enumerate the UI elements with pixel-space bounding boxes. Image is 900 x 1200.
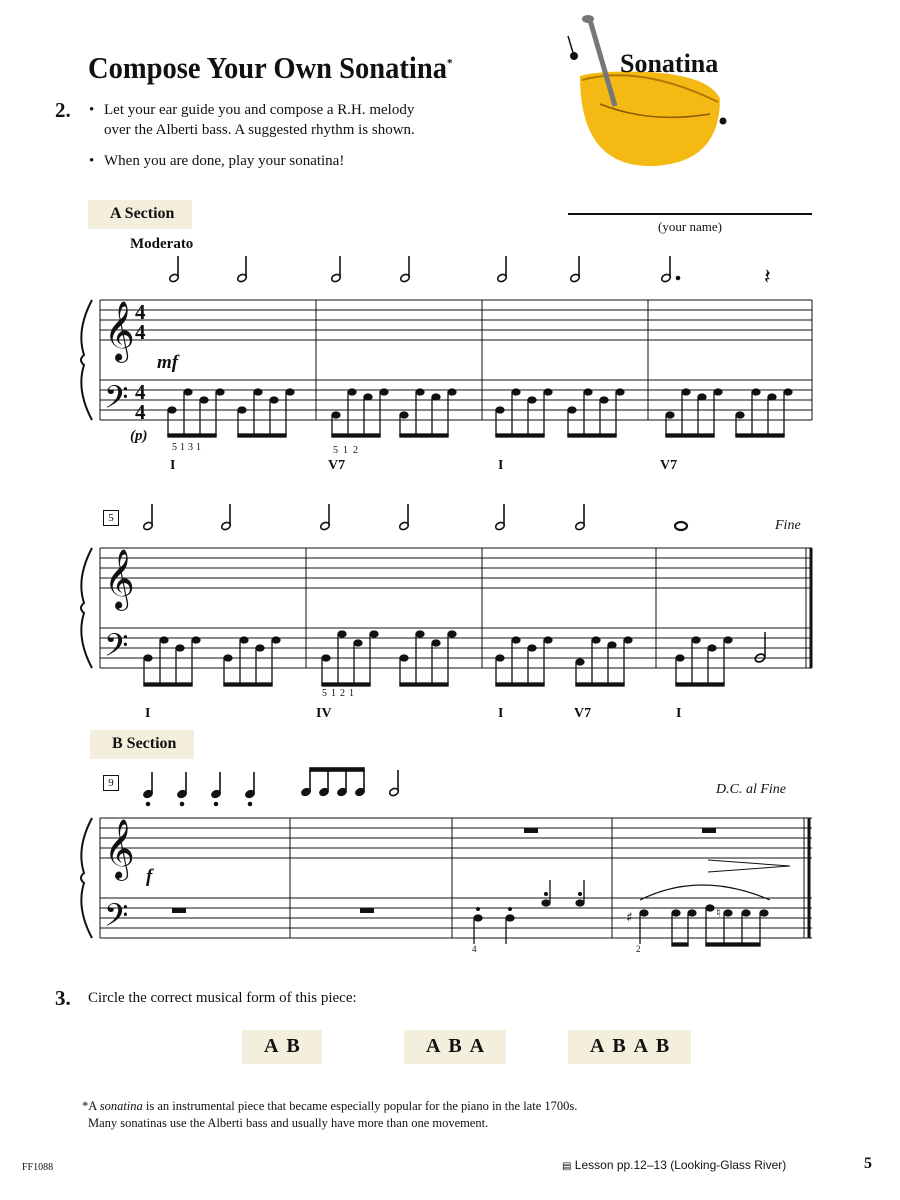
b-section-label: B Section bbox=[90, 730, 194, 759]
chord-symbol: I bbox=[498, 706, 504, 721]
fingering-m6: 5121 bbox=[322, 688, 358, 699]
half-note bbox=[320, 504, 331, 531]
alberti-group bbox=[224, 637, 280, 686]
lesson-reference: ▤ Lesson pp.12–13 (Looking-Glass River) bbox=[562, 1158, 787, 1172]
half-note bbox=[169, 256, 180, 283]
staff-system-2 bbox=[100, 548, 812, 668]
alberti-group bbox=[168, 389, 224, 437]
a-section-label: A Section bbox=[88, 200, 192, 229]
question-3-prompt: Circle the correct musical form of this piece: bbox=[88, 990, 357, 1006]
form-choice-ab[interactable]: A B bbox=[242, 1030, 322, 1064]
eighth-notes bbox=[672, 905, 768, 946]
form-choice-abab[interactable]: A B A B bbox=[568, 1030, 691, 1064]
quarter-note bbox=[245, 772, 255, 806]
half-note bbox=[400, 256, 411, 283]
half-note bbox=[399, 504, 410, 531]
decrescendo-icon bbox=[708, 860, 790, 872]
brace-icon bbox=[81, 300, 92, 938]
alberti-group bbox=[400, 389, 456, 437]
half-note bbox=[575, 504, 586, 531]
page-number: 5 bbox=[864, 1155, 872, 1172]
chord-symbol: I bbox=[498, 458, 504, 473]
fine-marking: Fine bbox=[775, 518, 801, 533]
whole-rest-icon bbox=[360, 908, 374, 913]
form-choice-aba[interactable]: A B A bbox=[404, 1030, 506, 1064]
time-signature-top: 4 bbox=[135, 380, 146, 404]
alberti-group bbox=[496, 389, 552, 437]
alberti-group bbox=[496, 637, 552, 686]
chord-symbol: I bbox=[145, 706, 151, 721]
chord-symbol: V7 bbox=[328, 458, 346, 473]
natural-icon: ♮ bbox=[716, 906, 721, 921]
alberti-group bbox=[736, 389, 792, 437]
half-note bbox=[389, 770, 400, 797]
quarter-rest-icon: 𝄽 bbox=[764, 265, 771, 290]
fingering-m2: 512 bbox=[333, 445, 363, 456]
suggested-rhythm-3 bbox=[143, 768, 400, 806]
alberti-group bbox=[676, 637, 732, 686]
chord-symbol: I bbox=[676, 706, 682, 721]
half-note bbox=[495, 504, 506, 531]
bass-clef-icon: 𝄢 bbox=[104, 379, 129, 423]
treble-clef-icon: 𝄞 bbox=[104, 819, 135, 879]
name-caption: (your name) bbox=[658, 219, 722, 234]
suggested-rhythm-1 bbox=[169, 256, 680, 283]
quarter-note bbox=[542, 880, 550, 906]
bass-clef-icon: 𝄢 bbox=[104, 627, 129, 671]
alberti-group bbox=[238, 389, 294, 437]
half-note bbox=[331, 256, 342, 283]
bass-notes-3 bbox=[474, 880, 768, 946]
quarter-note bbox=[576, 880, 584, 906]
fingering-m11: 4 bbox=[472, 944, 477, 954]
quarter-note bbox=[177, 772, 187, 806]
q2-instruction-2: • When you are done, play your sonatina! bbox=[104, 151, 344, 171]
half-note bbox=[237, 256, 248, 283]
alberti-group bbox=[568, 389, 624, 437]
quarter-note bbox=[143, 772, 153, 806]
half-note bbox=[143, 504, 154, 531]
footer-code: FF1088 bbox=[22, 1162, 54, 1173]
half-note bbox=[221, 504, 232, 531]
chord-symbol: IV bbox=[316, 706, 332, 721]
treble-clef-icon: 𝄞 bbox=[104, 301, 135, 361]
dynamic-f: f bbox=[146, 866, 153, 887]
footnote: *A sonatina is an instrumental piece that became especially popular for the piano in the late 1700s. Many sonatinas use the Alberti bass and usually have more than one movement. bbox=[82, 1099, 578, 1130]
alberti-group bbox=[576, 637, 632, 686]
question-2-number: 2. bbox=[55, 98, 71, 122]
dc-al-fine-marking: D.C. al Fine bbox=[716, 782, 786, 797]
whole-rest-icon bbox=[172, 908, 186, 913]
quarter-note bbox=[474, 908, 482, 944]
page-title: Compose Your Own Sonatina* bbox=[88, 50, 453, 85]
quarter-note bbox=[211, 772, 221, 806]
alberti-group bbox=[144, 637, 200, 686]
dotted-half-note bbox=[661, 256, 680, 283]
time-signature-bottom: 4 bbox=[135, 320, 146, 344]
alberti-group bbox=[666, 389, 722, 437]
question-3-number: 3. bbox=[55, 986, 71, 1010]
quarter-note bbox=[506, 908, 514, 944]
dynamic-p: (p) bbox=[130, 428, 148, 444]
sharp-icon: ♯ bbox=[626, 910, 633, 926]
half-note bbox=[570, 256, 581, 283]
bass-clef-icon: 𝄢 bbox=[104, 897, 129, 941]
q2-instruction-1: • Let your ear guide you and compose a R.H. melody over the Alberti bass. A suggested rhythm is shown. bbox=[104, 100, 544, 140]
whole-note bbox=[675, 522, 687, 530]
dynamic-mf: mf bbox=[157, 352, 179, 373]
measure-number-5: 5 bbox=[103, 510, 119, 526]
staff-system-3 bbox=[100, 818, 812, 938]
alberti-bass-1 bbox=[168, 389, 792, 437]
measure-number-9: 9 bbox=[103, 775, 119, 791]
treble-clef-icon: 𝄞 bbox=[104, 549, 135, 609]
chord-symbol: V7 bbox=[574, 706, 592, 721]
time-signature-bottom: 4 bbox=[135, 400, 146, 424]
fingering-m1: 5131 bbox=[172, 442, 204, 453]
whole-rest-icon bbox=[524, 828, 538, 833]
time-signature-top: 4 bbox=[135, 300, 146, 324]
whole-rest-icon bbox=[702, 828, 716, 833]
eighth-notes bbox=[301, 768, 365, 797]
half-note bbox=[497, 256, 508, 283]
fingering-m12: 2 bbox=[636, 944, 641, 954]
quarter-note bbox=[640, 910, 648, 944]
svg-text:Sonatina: Sonatina bbox=[620, 49, 719, 78]
tempo-marking: Moderato bbox=[130, 236, 194, 252]
alberti-group bbox=[332, 389, 388, 437]
suggested-rhythm-2 bbox=[143, 504, 687, 531]
chord-symbol: V7 bbox=[660, 458, 678, 473]
chord-symbol: I bbox=[170, 458, 176, 473]
